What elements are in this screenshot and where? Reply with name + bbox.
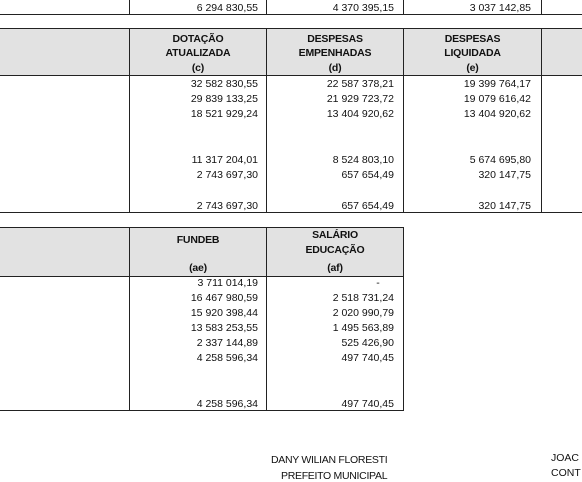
header-dotacao-l1: DOTAÇÃO <box>172 33 224 45</box>
cell-dotacao: 32 582 830,55 <box>190 78 258 90</box>
cell-salario: 2 020 990,79 <box>332 307 394 319</box>
col-divider <box>403 0 404 14</box>
cell-fundeb: 13 583 253,55 <box>190 322 258 334</box>
cell-liquidada: 5 674 695,80 <box>469 154 531 166</box>
top-row-value: 4 370 395,15 <box>332 2 394 14</box>
header-fundeb-l3: (ae) <box>189 262 207 274</box>
cell-liquidada: 13 404 920,62 <box>463 108 531 120</box>
col-divider <box>541 0 542 14</box>
table-border <box>0 28 582 29</box>
cell-fundeb: 3 711 014,19 <box>197 277 258 289</box>
cell-liquidada: 19 399 764,17 <box>463 78 531 90</box>
header-empenhadas-l2: EMPENHADAS <box>298 47 372 59</box>
header-salario-l3: (af) <box>327 262 343 274</box>
top-row-value: 3 037 142,85 <box>469 2 531 14</box>
table-border <box>0 14 582 15</box>
cell-empenhadas: 657 654,49 <box>341 200 394 212</box>
cell-liquidada: 320 147,75 <box>478 200 531 212</box>
header-liquidada-l1: DESPESAS <box>444 33 501 45</box>
cell-salario: - <box>376 277 380 289</box>
signature-name-right: JOAC <box>551 452 580 464</box>
signature-title-right: CONT <box>551 467 581 479</box>
cell-dotacao: 11 317 204,01 <box>191 154 258 166</box>
header-salario-l2: EDUCAÇÃO <box>305 244 365 256</box>
col-divider <box>403 227 404 411</box>
table-border <box>0 75 582 76</box>
header-empenhadas-l3: (d) <box>328 62 342 74</box>
cell-salario: 2 518 731,24 <box>332 292 394 304</box>
cell-salario: 1 495 563,89 <box>332 322 394 334</box>
col-divider <box>266 0 267 14</box>
cell-liquidada: 320 147,75 <box>478 169 531 181</box>
table-border <box>0 212 582 213</box>
signature-name: DANY WILIAN FLORESTI <box>271 454 388 466</box>
header-fundeb-l1: FUNDEB <box>176 234 220 246</box>
cell-fundeb: 4 258 596,34 <box>196 352 258 364</box>
header-salario-l1: SALÁRIO <box>312 229 358 241</box>
cell-salario: 497 740,45 <box>341 352 394 364</box>
header-dotacao-l2: ATUALIZADA <box>165 47 231 59</box>
signature-title: PREFEITO MUNICIPAL <box>281 470 388 482</box>
cell-empenhadas: 21 929 723,72 <box>326 93 394 105</box>
top-row-value: 6 294 830,55 <box>196 2 258 14</box>
table-border <box>0 410 404 411</box>
header-dotacao-l3: (c) <box>191 62 205 74</box>
header-liquidada-l3: (e) <box>466 62 479 74</box>
cell-dotacao: 2 743 697,30 <box>196 169 258 181</box>
cell-empenhadas: 13 404 920,62 <box>326 108 394 120</box>
col-divider <box>129 0 130 14</box>
cell-fundeb: 16 467 980,59 <box>190 292 258 304</box>
cell-salario: 497 740,45 <box>341 398 394 410</box>
header-liquidada-l2: LIQUIDADA <box>444 47 501 59</box>
header-empenhadas-l1: DESPESAS <box>307 33 363 45</box>
cell-dotacao: 29 839 133,25 <box>190 93 258 105</box>
cell-dotacao: 18 521 929,24 <box>190 108 258 120</box>
cell-fundeb: 15 920 398,44 <box>190 307 258 319</box>
cell-fundeb: 2 337 144,89 <box>196 337 258 349</box>
cell-salario: 525 426,90 <box>341 337 394 349</box>
cell-empenhadas: 22 587 378,21 <box>326 78 394 90</box>
col-divider <box>541 28 542 213</box>
cell-empenhadas: 657 654,49 <box>341 169 394 181</box>
cell-dotacao: 2 743 697,30 <box>196 200 258 212</box>
cell-empenhadas: 8 524 803,10 <box>332 154 394 166</box>
cell-fundeb: 4 258 596,34 <box>196 398 258 410</box>
table-border <box>0 227 404 228</box>
cell-liquidada: 19 079 616,42 <box>463 93 531 105</box>
col-divider <box>129 227 130 411</box>
